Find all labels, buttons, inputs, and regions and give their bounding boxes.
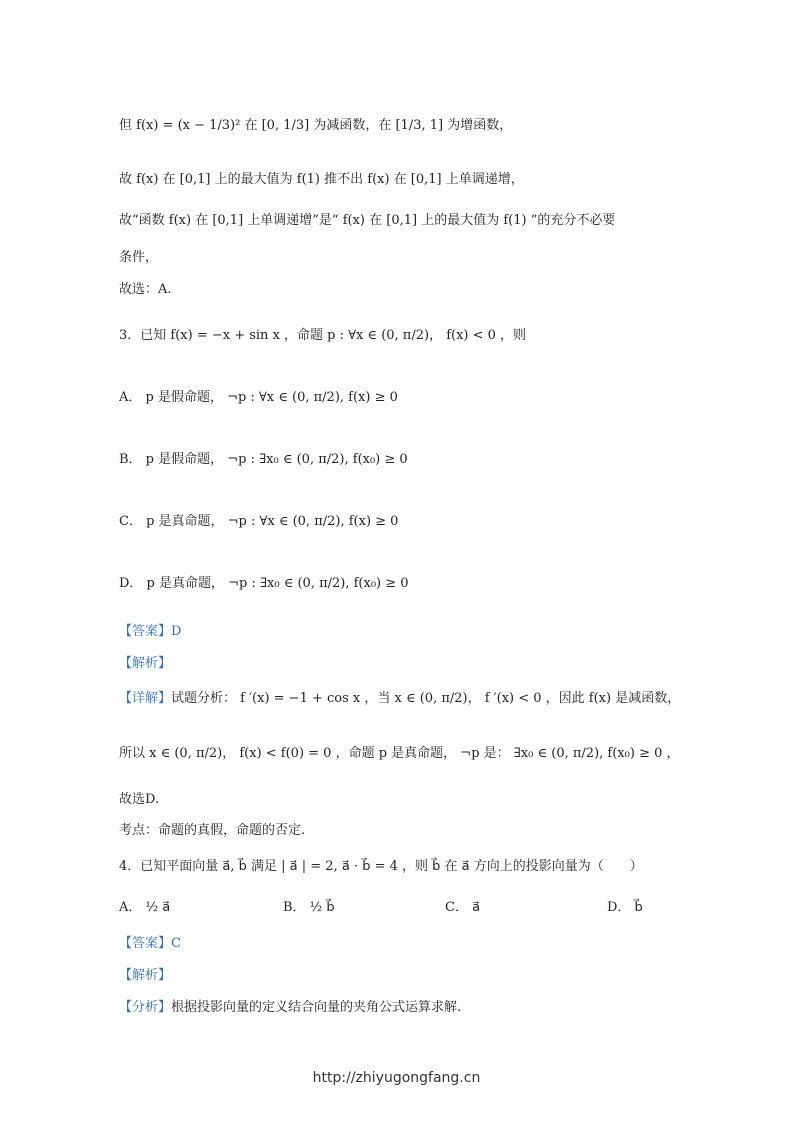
text-line-3: 故“函数 f(x) 在 [0,1] 上单调递增”是“ f(x) 在 [0,1] 上的最大值为 f(1) ”的充分不必要 — [119, 213, 616, 228]
question-4: 4．已知平面向量 a⃗, b⃗ 满足 | a⃗ | = 2, a⃗ · b⃗ = 4 ，则 b⃗ 在 a⃗ 方向上的投影向量为（ ） — [119, 859, 643, 874]
q3-answer: 【答案】D — [119, 624, 182, 639]
q4-analysis-label: 【解析】 — [119, 968, 172, 983]
q3-detail-label: 【详解】 — [119, 691, 172, 706]
q4-option-b: B． ½ b⃗ — [283, 900, 335, 915]
q3-option-c: C． p 是真命题， ¬p : ∀x ∈ (0, π/2), f(x) ≥ 0 — [119, 514, 399, 529]
q3-detail-line1 — [119, 689, 680, 709]
text-line-2: 故 f(x) 在 [0,1] 上的最大值为 f(1) 推不出 f(x) 在 [0,1] 上单调递增， — [119, 172, 524, 187]
q3-detail-text1: 试题分析： f ′(x) = −1 + cos x ，当 x ∈ (0, π/2)， f ′(x) < 0 ，因此 f(x) 是减函数， — [171, 691, 681, 706]
q3-option-b: B． p 是假命题， ¬p : ∃x₀ ∈ (0, π/2), f(x₀) ≥ 0 — [119, 452, 408, 467]
q3-detail-line2: 所以 x ∈ (0, π/2)， f(x) < f(0) = 0 ，命题 p 是真命题， ¬p 是： ∃x₀ ∈ (0, π/2), f(x₀) ≥ 0 ， — [119, 746, 680, 761]
q4-option-d: D． b⃗ — [607, 900, 643, 915]
text-line-4: 条件， — [119, 250, 159, 265]
footer-url: http://zhiyugongfang.cn — [312, 1070, 481, 1086]
q4-analysis-sub-label: 【分析】 — [119, 1000, 172, 1015]
text-line-1: 但 f(x) = (x − 1/3)² 在 [0, 1/3] 为减函数，在 [1/3, 1] 为增函数， — [119, 118, 513, 133]
text-line-5: 故选：A. — [119, 282, 172, 297]
question-3: 3．已知 f(x) = −x + sin x ，命题 p : ∀x ∈ (0, π/2)， f(x) < 0 ，则 — [119, 328, 527, 343]
q4-answer: 【答案】C — [119, 936, 181, 951]
q3-analysis-label: 【解析】 — [119, 656, 172, 671]
q3-detail-line4: 考点：命题的真假，命题的否定. — [119, 823, 306, 838]
q3-detail-line3: 故选D. — [119, 792, 160, 807]
q4-analysis-text: 根据投影向量的定义结合向量的夹角公式运算求解. — [171, 1000, 462, 1015]
q3-option-a: A． p 是假命题， ¬p : ∀x ∈ (0, π/2), f(x) ≥ 0 — [119, 390, 398, 405]
q4-analysis-line — [119, 998, 461, 1018]
q4-option-c: C． a⃗ — [445, 900, 481, 915]
q3-option-d: D． p 是真命题， ¬p : ∃x₀ ∈ (0, π/2), f(x₀) ≥ 0 — [119, 576, 409, 591]
q4-option-a: A． ½ a⃗ — [119, 900, 171, 915]
